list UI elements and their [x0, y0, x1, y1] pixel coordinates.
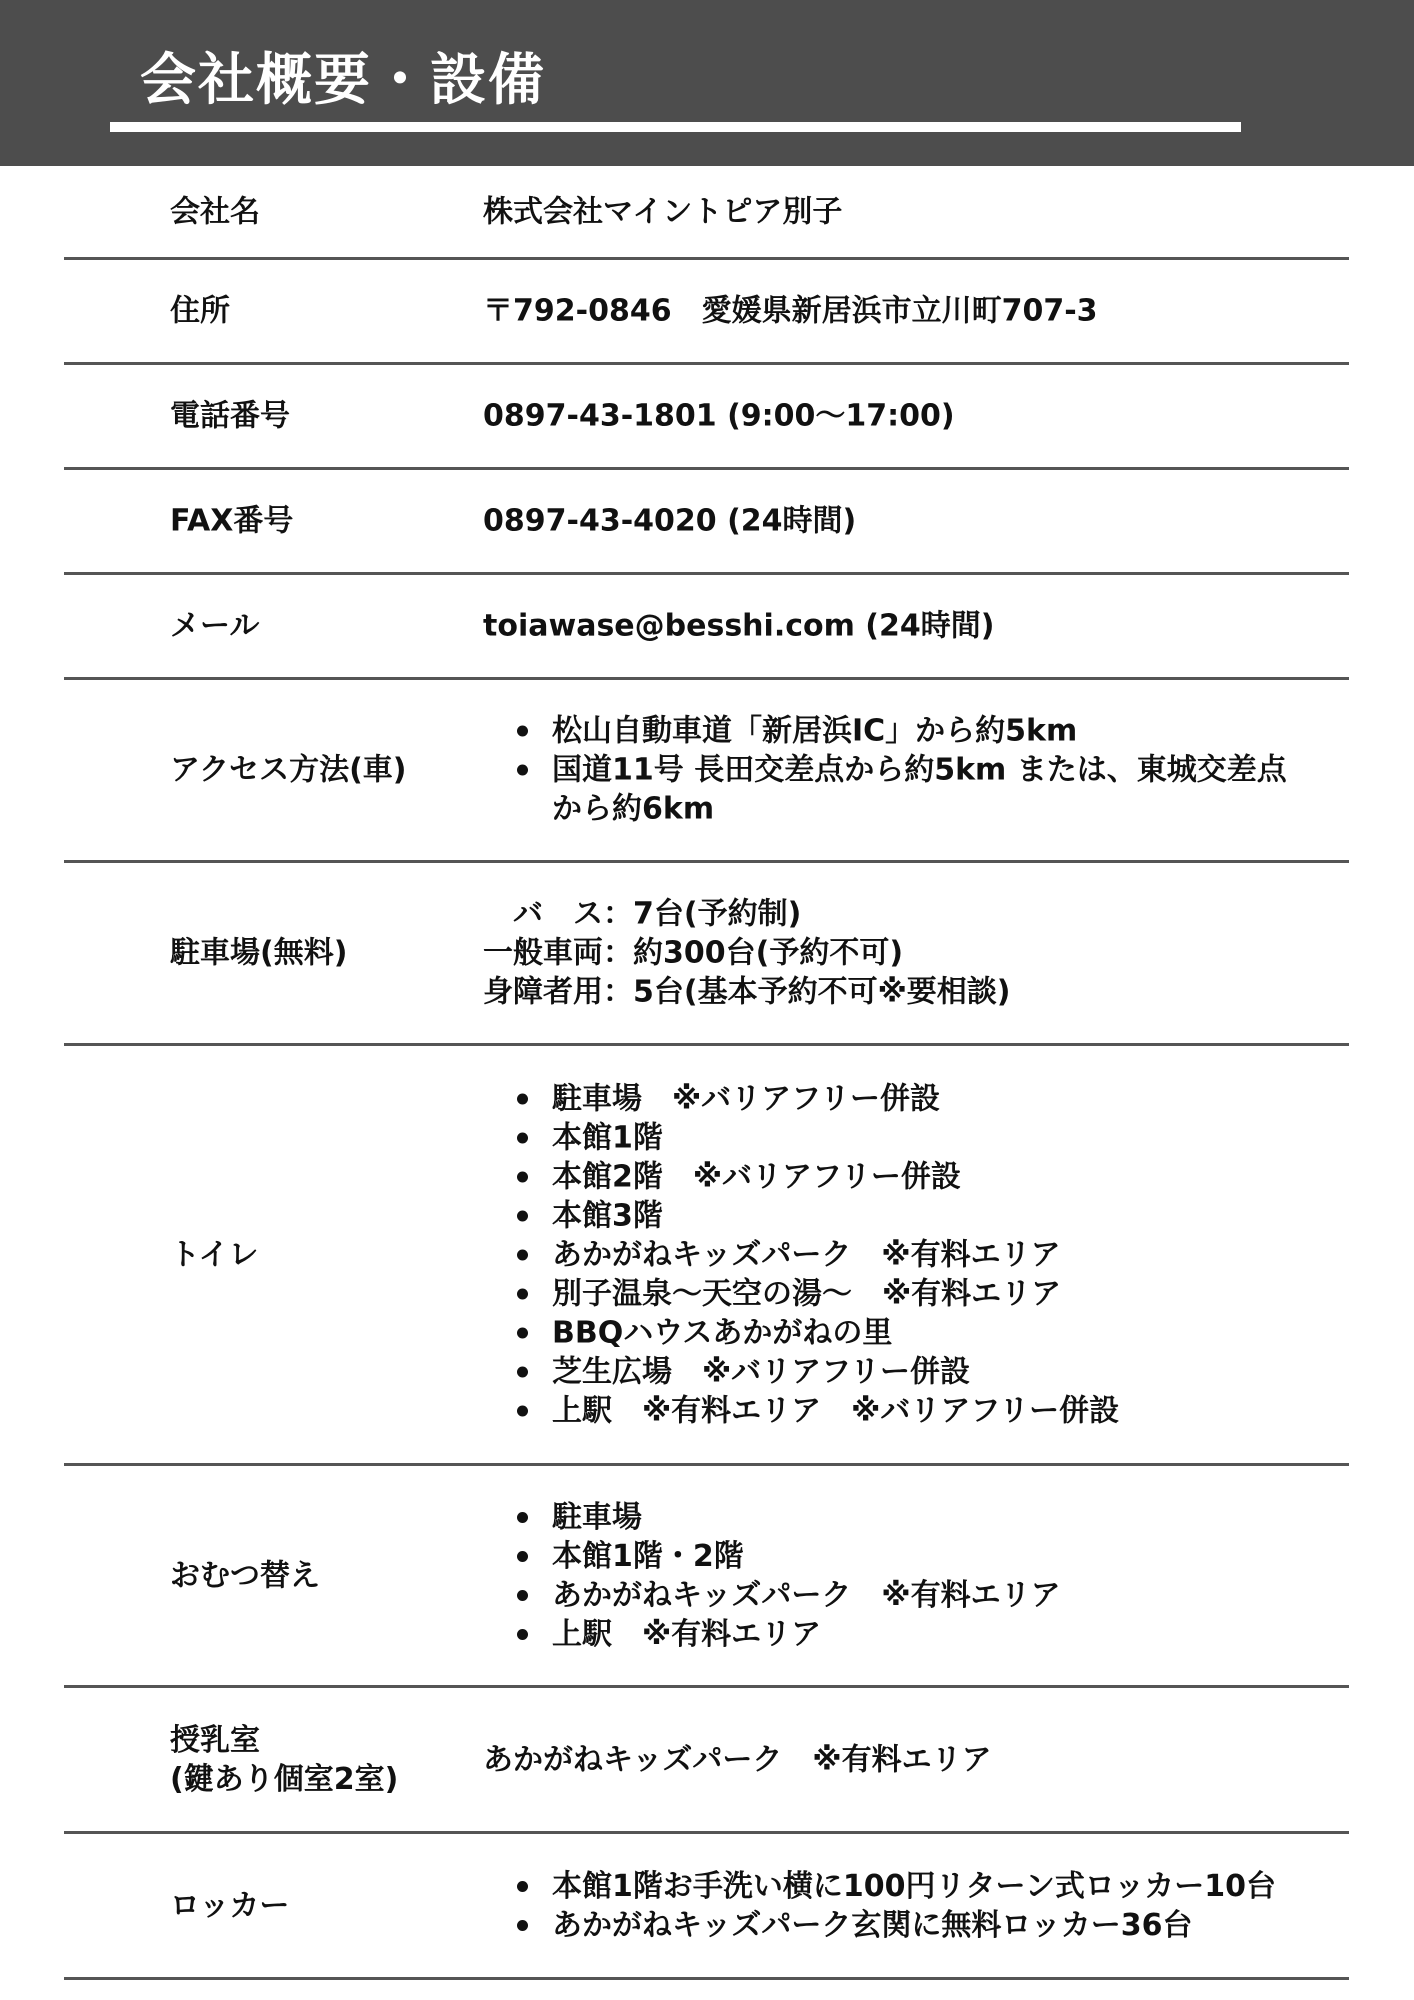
- mail-value: toiawase@besshi.com (24時間): [483, 608, 995, 644]
- nursing-label: [170, 1721, 398, 1799]
- list-item: あかがねキッズパーク ※有料エリア: [495, 1235, 1119, 1274]
- list-item: あかがねキッズパーク玄関に無料ロッカー36台: [495, 1906, 1276, 1945]
- company-name-label: 会社名: [170, 194, 260, 229]
- list-item: 本館2階 ※バリアフリー併設: [495, 1157, 1119, 1196]
- row-toilet: [64, 1046, 1349, 1466]
- fax-label: FAX番号: [170, 503, 294, 539]
- phone-value: 0897-43-1801 (9:00〜17:00): [483, 398, 955, 434]
- list-item: 本館1階お手洗い横に100円リターン式ロッカー10台: [495, 1867, 1276, 1906]
- list-item: 上駅 ※有料エリア ※バリアフリー併設: [495, 1391, 1119, 1430]
- list-item: 国道11号 長田交差点から約5km または、東城交差点: [495, 751, 1287, 790]
- list-item: 芝生広場 ※バリアフリー併設: [495, 1352, 1119, 1391]
- toilet-list: [495, 1079, 1119, 1430]
- locker-list: [495, 1867, 1276, 1945]
- company-name-value: 株式会社マイントピア別子: [483, 194, 843, 229]
- list-item: 本館1階: [495, 1118, 1119, 1157]
- fax-value: 0897-43-4020 (24時間): [483, 503, 857, 539]
- parking-label: 駐車場(無料): [170, 935, 348, 971]
- row-company-name: [64, 166, 1349, 260]
- address-value: 〒792-0846 愛媛県新居浜市立川町707-3: [483, 293, 1098, 329]
- nursing-label-line1: 授乳室: [170, 1722, 260, 1758]
- diaper-value: [495, 1498, 1061, 1654]
- row-access: [64, 680, 1349, 863]
- list-item: 本館1階・2階: [495, 1537, 1061, 1576]
- row-fax: [64, 470, 1349, 575]
- toilet-label: トイレ: [170, 1237, 259, 1272]
- access-value: [495, 712, 1287, 829]
- title-underline: [110, 122, 1241, 132]
- row-nursing: [64, 1688, 1349, 1834]
- mail-label: メール: [170, 608, 260, 644]
- access-label: アクセス方法(車): [170, 752, 407, 788]
- list-item: 上駅 ※有料エリア: [495, 1615, 1061, 1654]
- diaper-list: [495, 1498, 1061, 1654]
- parking-value: [483, 895, 1010, 1012]
- row-locker: [64, 1834, 1349, 1980]
- list-item: BBQハウスあかがねの里: [495, 1313, 1119, 1352]
- toilet-value: [495, 1079, 1119, 1430]
- list-item: あかがねキッズパーク ※有料エリア: [495, 1576, 1061, 1615]
- list-item: 駐車場: [495, 1498, 1061, 1537]
- parking-accessible: 身障者用：5台(基本予約不可※要相談): [483, 974, 1011, 1010]
- diaper-label: おむつ替え: [170, 1558, 320, 1593]
- parking-cars: 一般車両：約300台(予約不可): [483, 935, 904, 971]
- phone-label: 電話番号: [170, 398, 290, 434]
- address-label: 住所: [170, 293, 230, 329]
- page-title: 会社概要・設備: [140, 48, 546, 113]
- nursing-value: あかがねキッズパーク ※有料エリア: [483, 1742, 992, 1777]
- locker-value: [495, 1867, 1276, 1945]
- page-header: [0, 0, 1414, 166]
- row-diaper: [64, 1466, 1349, 1688]
- list-item: 別子温泉〜天空の湯〜 ※有料エリア: [495, 1274, 1119, 1313]
- locker-label: ロッカー: [170, 1888, 290, 1923]
- list-item: 駐車場 ※バリアフリー併設: [495, 1079, 1119, 1118]
- parking-bus: バ ス：7台(予約制): [483, 896, 802, 932]
- access-list: [495, 712, 1287, 829]
- nursing-label-line2: (鍵あり個室2室): [170, 1761, 399, 1797]
- row-parking: [64, 863, 1349, 1046]
- row-address: [64, 260, 1349, 365]
- list-item: 松山自動車道「新居浜IC」から約5km: [495, 712, 1287, 751]
- row-phone: [64, 365, 1349, 470]
- row-mail: [64, 575, 1349, 680]
- list-item-continuation: から約6km: [552, 791, 715, 827]
- company-info-table: [64, 166, 1349, 1980]
- list-item: 本館3階: [495, 1196, 1119, 1235]
